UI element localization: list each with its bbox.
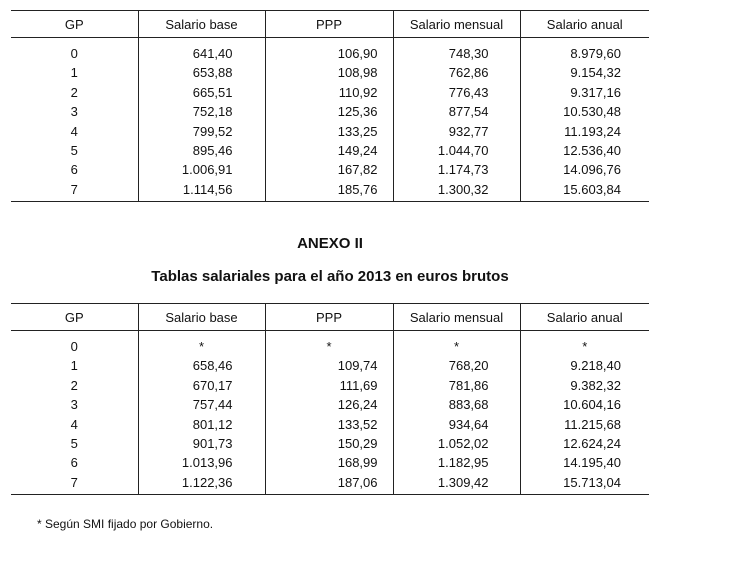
cell-salario-mensual: 781,86 (393, 376, 520, 395)
cell-salario-base: 1.114,56 (138, 180, 265, 202)
cell-ppp: 187,06 (265, 473, 393, 495)
cell-salario-anual: 14.195,40 (520, 453, 649, 472)
table-row (11, 434, 649, 453)
table-row (11, 376, 649, 395)
table-row (11, 473, 649, 495)
cell-ppp: 133,52 (265, 415, 393, 434)
cell-salario-anual: 11.215,68 (520, 415, 649, 434)
table-row (11, 453, 649, 472)
cell-gp: 7 (11, 473, 138, 495)
table-row (11, 38, 649, 64)
table-row (11, 122, 649, 141)
table-row (11, 83, 649, 102)
cell-salario-mensual: 932,77 (393, 122, 520, 141)
cell-salario-base: * (138, 331, 265, 357)
cell-salario-base: 895,46 (138, 141, 265, 160)
cell-gp: 1 (70, 65, 78, 81)
salary-table-2013 (11, 303, 649, 495)
table-body (11, 38, 649, 202)
cell-salario-base: 665,51 (138, 83, 265, 102)
table-header-row (11, 304, 649, 331)
cell-gp: 0 (70, 339, 78, 354)
cell-salario-anual: 8.979,60 (520, 38, 649, 64)
cell-salario-mensual: 1.300,32 (393, 180, 520, 202)
cell-salario-base: 752,18 (138, 102, 265, 121)
cell-salario-base: 1.122,36 (138, 473, 265, 495)
cell-ppp: 106,90 (265, 38, 393, 64)
table-row (11, 102, 649, 121)
cell-ppp: 168,99 (265, 453, 393, 472)
cell-ppp: 167,82 (265, 160, 393, 179)
table-row (11, 180, 649, 202)
table-row (11, 415, 649, 434)
cell-gp: 5 (70, 143, 78, 159)
cell-salario-base: 801,12 (138, 415, 265, 434)
cell-salario-anual: 14.096,76 (520, 160, 649, 179)
cell-salario-anual: 9.154,32 (520, 63, 649, 82)
cell-salario-mensual: 1.309,42 (393, 473, 520, 495)
cell-gp: 4 (70, 123, 78, 139)
cell-salario-base: 757,44 (138, 395, 265, 414)
cell-gp: 4 (70, 416, 78, 432)
cell-salario-anual: 12.536,40 (520, 141, 649, 160)
cell-salario-mensual: 934,64 (393, 415, 520, 434)
salary-table-1 (11, 10, 649, 202)
cell-salario-base: 670,17 (138, 376, 265, 395)
cell-salario-anual: 9.382,32 (520, 376, 649, 395)
cell-gp: 1 (70, 358, 78, 374)
cell-gp: 3 (70, 397, 78, 413)
cell-salario-base: 901,73 (138, 434, 265, 453)
cell-ppp: 149,24 (265, 141, 393, 160)
cell-ppp: 125,36 (265, 102, 393, 121)
cell-salario-mensual: 1.044,70 (393, 141, 520, 160)
cell-salario-mensual: 762,86 (393, 63, 520, 82)
cell-gp: 5 (70, 436, 78, 452)
cell-salario-anual: 15.713,04 (520, 473, 649, 495)
cell-ppp: 108,98 (265, 63, 393, 82)
cell-salario-mensual: 768,20 (393, 356, 520, 375)
cell-salario-anual: 12.624,24 (520, 434, 649, 453)
cell-ppp: 109,74 (265, 356, 393, 375)
table-body (11, 331, 649, 495)
cell-salario-mensual: 877,54 (393, 102, 520, 121)
header-ppp: PPP (265, 304, 393, 331)
cell-salario-mensual: 883,68 (393, 395, 520, 414)
cell-ppp: * (265, 331, 393, 357)
table-row (11, 356, 649, 375)
cell-gp: 3 (70, 104, 78, 120)
cell-ppp: 110,92 (265, 83, 393, 102)
header-salario-anual: Salario anual (520, 304, 649, 331)
header-salario-base: Salario base (138, 304, 265, 331)
cell-ppp: 111,69 (265, 376, 393, 395)
header-salario-mensual: Salario mensual (393, 304, 520, 331)
table-row (11, 63, 649, 82)
header-salario-base: Salario base (138, 11, 265, 38)
cell-salario-anual: 15.603,84 (520, 180, 649, 202)
cell-ppp: 126,24 (265, 395, 393, 414)
cell-salario-base: 641,40 (138, 38, 265, 64)
table-row (11, 160, 649, 179)
cell-salario-anual: 10.604,16 (520, 395, 649, 414)
cell-salario-mensual: 776,43 (393, 83, 520, 102)
header-salario-mensual: Salario mensual (393, 11, 520, 38)
cell-ppp: 185,76 (265, 180, 393, 202)
cell-salario-anual: 11.193,24 (520, 122, 649, 141)
cell-gp: 0 (70, 46, 78, 61)
footnote: * Según SMI fijado por Gobierno. (37, 517, 214, 531)
table-row (11, 331, 649, 357)
cell-salario-mensual: 748,30 (393, 38, 520, 64)
cell-gp: 6 (70, 162, 78, 178)
cell-salario-mensual: 1.052,02 (393, 434, 520, 453)
cell-salario-mensual: * (393, 331, 520, 357)
header-salario-anual: Salario anual (520, 11, 649, 38)
cell-gp: 7 (11, 180, 138, 202)
cell-gp: 2 (70, 377, 78, 393)
cell-salario-anual: 10.530,48 (520, 102, 649, 121)
annex-subtitle: Tablas salariales para el año 2013 en euros brutos (151, 268, 509, 285)
cell-salario-anual: 9.218,40 (520, 356, 649, 375)
header-ppp: PPP (265, 11, 393, 38)
cell-salario-mensual: 1.174,73 (393, 160, 520, 179)
annex-title: ANEXO II (297, 235, 363, 252)
cell-ppp: 150,29 (265, 434, 393, 453)
cell-salario-base: 1.013,96 (138, 453, 265, 472)
header-gp: GP (11, 11, 138, 38)
cell-gp: 2 (70, 84, 78, 100)
cell-salario-anual: 9.317,16 (520, 83, 649, 102)
cell-gp: 6 (70, 455, 78, 471)
cell-salario-base: 799,52 (138, 122, 265, 141)
cell-ppp: 133,25 (265, 122, 393, 141)
table-row (11, 141, 649, 160)
table-row (11, 395, 649, 414)
cell-salario-anual: * (520, 331, 649, 357)
table-header-row (11, 11, 649, 38)
cell-salario-base: 658,46 (138, 356, 265, 375)
cell-salario-base: 1.006,91 (138, 160, 265, 179)
cell-salario-base: 653,88 (138, 63, 265, 82)
cell-salario-mensual: 1.182,95 (393, 453, 520, 472)
header-gp: GP (11, 304, 138, 331)
